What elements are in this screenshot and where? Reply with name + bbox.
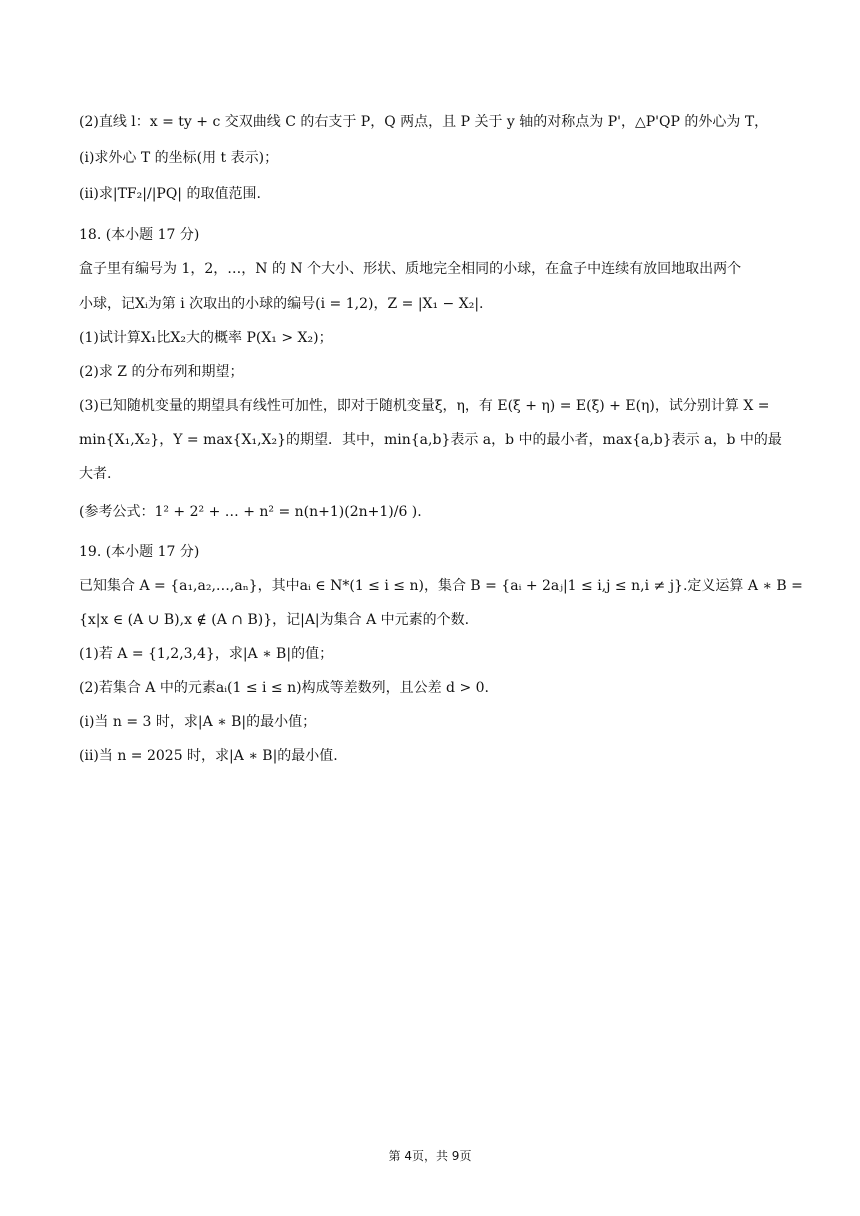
section-heading: 19. (本小题 17 分): [79, 544, 200, 560]
text-line: (ⅱ)当 n = 2025 时，求|A ∗ B|的最小值.: [79, 748, 338, 764]
text-line: (3)已知随机变量的期望具有线性可加性，即对于随机变量ξ，η，有 E(ξ + η) = E(ξ) + E(η)，试分别计算 X =: [79, 398, 770, 414]
text-line: 已知集合 A = {a₁,a₂,…,aₙ}，其中aᵢ ∈ N*(1 ≤ i ≤ n)，集合 B = {aᵢ + 2aⱼ|1 ≤ i,j ≤ n,i ≠ j}.定义运算 A ∗ B =: [79, 578, 803, 594]
text-line: (2)求 Z 的分布列和期望；: [79, 364, 244, 380]
text-line: 大者.: [79, 466, 112, 482]
text-line: 盒子里有编号为 1，2，…，N 的 N 个大小、形状、质地完全相同的小球，在盒子中连续有放回地取出两个: [79, 261, 742, 277]
section-heading: 18. (本小题 17 分): [79, 227, 200, 243]
text-line: 小球，记Xᵢ为第 i 次取出的小球的编号(i = 1,2)，Z = |X₁ − X₂|.: [79, 296, 484, 312]
page-footer: 第 4页，共 9页: [388, 1149, 472, 1163]
text-line: (ⅱ)求|TF₂|/|PQ| 的取值范围.: [79, 186, 261, 202]
text-line: (ⅰ)当 n = 3 时，求|A ∗ B|的最小值；: [79, 714, 317, 730]
text-line: (2)直线 l：x = ty + c 交双曲线 C 的右支于 P，Q 两点，且 P 关于 y 轴的对称点为 P'，△P'QP 的外心为 T，: [79, 114, 769, 130]
text-line: (2)若集合 A 中的元素aᵢ(1 ≤ i ≤ n)构成等差数列，且公差 d > 0.: [79, 680, 489, 696]
text-line: (参考公式：1² + 2² + … + n² = n(n+1)(2n+1)/6 ).: [79, 504, 422, 520]
text-line: {x|x ∈ (A ∪ B),x ∉ (A ∩ B)}，记|A|为集合 A 中元素的个数.: [79, 612, 470, 628]
text-line: (ⅰ)求外心 T 的坐标(用 t 表示)；: [79, 150, 279, 166]
text-line: (1)若 A = {1,2,3,4}，求|A ∗ B|的值；: [79, 646, 334, 662]
text-line: min{X₁,X₂}，Y = max{X₁,X₂}的期望．其中，min{a,b}表示 a，b 中的最小者，max{a,b}表示 a，b 中的最: [79, 432, 782, 448]
text-line: (1)试计算X₁比X₂大的概率 P(X₁ > X₂)；: [79, 330, 333, 346]
